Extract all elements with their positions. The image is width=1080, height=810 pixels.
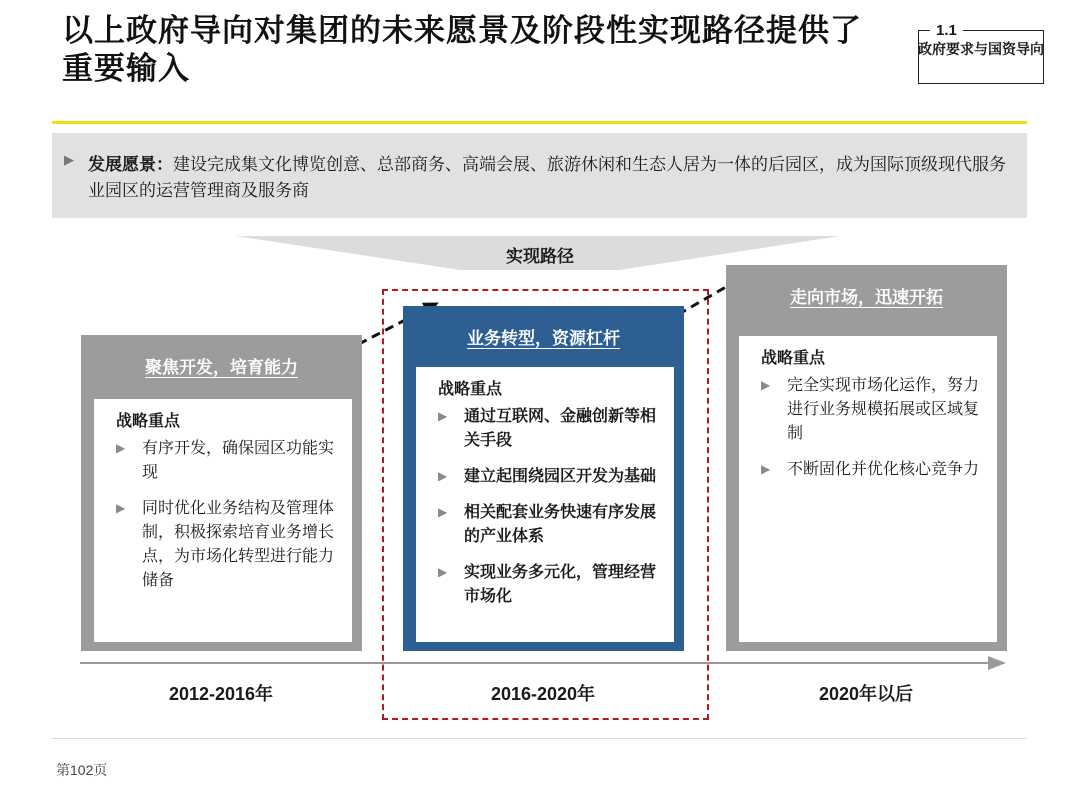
list-item: ▶ 通过互联网、金融创新等相关手段 (438, 406, 657, 449)
list-item: ▶ 同时优化业务结构及管理体制，积极探索培育业务增长点，为市场化转型进行能力储备 (116, 498, 335, 589)
stage-title: 业务转型，资源杠杆 (467, 329, 620, 349)
period-label-2: 2016-2020年 (490, 684, 596, 704)
path-label: 实现路径 (506, 247, 574, 267)
footer-divider (52, 738, 1027, 739)
timeline-arrow-icon (988, 656, 1008, 670)
list-item: ▶ 实现业务多元化，管理经营市场化 (438, 562, 657, 605)
section-number: 1.1 (930, 22, 963, 39)
list-item: ▶ 完全实现市场化运作，努力进行业务规模拓展或区域复制 (761, 375, 980, 442)
triangle-bullet-icon: ▶ (438, 409, 448, 423)
stage-content-1 (94, 399, 352, 642)
triangle-bullet-icon: ▶ (761, 378, 771, 392)
triangle-bullet-icon: ▶ (438, 505, 448, 519)
page-number: 第102页 (56, 762, 108, 778)
stage-heading: 战略重点 (438, 379, 503, 398)
triangle-bullet-icon: ▶ (438, 565, 448, 579)
page-title: 以上政府导向对集团的未来愿景及阶段性实现路径提供了重要输入 (62, 13, 862, 87)
vision-text: 建设完成集文化博览创意、总部商务、高端会展、旅游休闲和生态人居为一体的后园区，成为国际顶级现代服务业园区的运营管理商及服务商 (88, 155, 1006, 201)
triangle-bullet-icon: ▶ (761, 462, 771, 476)
vision-label: 发展愿景： (88, 155, 173, 175)
triangle-bullet-icon: ▶ (438, 469, 448, 483)
stage-title: 聚焦开发，培育能力 (145, 358, 298, 378)
triangle-bullet-icon: ▶ (116, 441, 126, 455)
triangle-bullet-icon: ▶ (116, 501, 126, 515)
list-item: ▶ 建立起围绕园区开发为基础 (438, 464, 664, 488)
stage-heading: 战略重点 (116, 411, 181, 430)
period-label-3: 2020年以后 (818, 684, 914, 704)
section-tag: 政府要求与国资导向 (918, 42, 1044, 58)
stage-title: 走向市场，迅速开拓 (790, 288, 943, 308)
list-item: ▶ 相关配套业务快速有序发展的产业体系 (438, 502, 657, 545)
timeline-axis (80, 662, 1000, 664)
triangle-bullet-icon: ▶ (64, 153, 74, 168)
list-item: ▶ 有序开发，确保园区功能实现 (116, 438, 335, 481)
stage-content-3 (739, 336, 997, 642)
highlight-frame (382, 289, 709, 720)
period-label-1: 2012-2016年 (168, 684, 274, 704)
list-item: ▶ 不断固化并优化核心竞争力 (761, 457, 987, 481)
stage-heading: 战略重点 (761, 348, 826, 367)
